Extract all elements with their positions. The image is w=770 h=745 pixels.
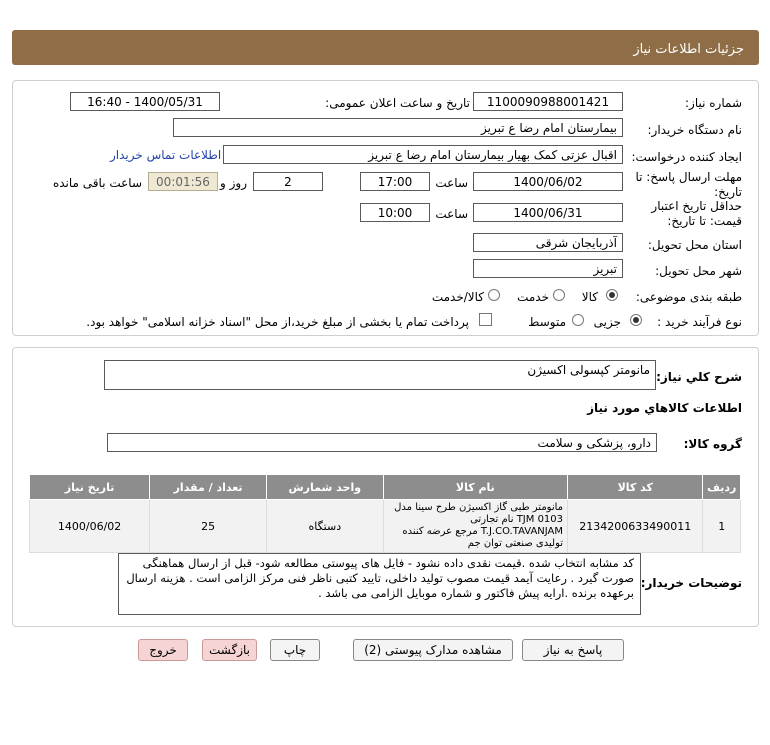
items-table: [29, 474, 741, 553]
announce-field[interactable]: 1400/05/31 - 16:40: [70, 92, 220, 111]
cell-qty: 25: [150, 500, 267, 553]
cell-row: 1: [703, 500, 741, 553]
province-field[interactable]: آذربایجان شرقی: [473, 233, 623, 252]
city-label: شهر محل تحویل:: [655, 264, 742, 278]
deadline-time-field[interactable]: 17:00: [360, 172, 430, 191]
days-field[interactable]: 2: [253, 172, 323, 191]
category-label: طبقه بندی موضوعی:: [635, 290, 742, 304]
remaining-timer: 00:01:56: [148, 172, 218, 191]
province-label: استان محل تحویل:: [647, 238, 742, 252]
col-name: نام کالا: [383, 475, 567, 500]
city-field[interactable]: تبریز: [473, 259, 623, 278]
col-qty: تعداد / مقدار: [150, 475, 267, 500]
validity-label: حداقل تاریخ اعتبار قیمت: تا تاریخ:: [651, 199, 742, 228]
summary-label: شرح کلي نياز:: [656, 370, 742, 384]
process-radio-minor[interactable]: [630, 314, 642, 326]
reply-button[interactable]: پاسخ به نیاز: [522, 639, 624, 661]
exit-button[interactable]: خروج: [138, 639, 188, 661]
process-label: نوع فرآیند خرید :: [657, 315, 742, 329]
announce-label: تاریخ و ساعت اعلان عمومی:: [325, 96, 470, 110]
category-radio-goods-service[interactable]: [488, 289, 500, 301]
col-date: تاریخ نیاز: [30, 475, 150, 500]
deadline-label: مهلت ارسال پاسخ: تا تاریخ:: [635, 170, 742, 199]
cell-unit: دستگاه: [266, 500, 383, 553]
view-docs-button[interactable]: مشاهده مدارک پیوستی (2): [353, 639, 513, 661]
cell-code: 2134200633490011: [568, 500, 703, 553]
goods-group-label: گروه کالا:: [683, 437, 742, 451]
remaining-label: ساعت باقی مانده: [52, 176, 142, 190]
cell-name: مانومتر طبی گاز اکسیژن طرح سینا مدل TJM 0103 نام تجارتی T.J.CO.TAVANJAM مرجع عرضه کننده تولیدی صنعتی توان جم: [383, 500, 567, 553]
buyer-contact-link[interactable]: اطلاعات تماس خریدار: [110, 148, 222, 162]
buyer-notes-field[interactable]: کد مشابه انتخاب شده .قیمت نقدی داده نشود - فایل های پیوستی مطالعه شود- قبل از ارسال هماهنگی صورت گیرد . رعایت آیمد قیمت مصوب تولید داخلی، تایید کتبی ناظر فنی مرکز الزامی است . هزینه ارسال برعهده برنده .ارایه پیش فاکتور و شماره موبایل الزامی می باشد .: [118, 553, 641, 615]
col-row: ردیف: [703, 475, 741, 500]
cell-date: 1400/06/02: [30, 500, 150, 553]
category-option-service: خدمت: [517, 290, 549, 304]
page-header: [12, 30, 759, 65]
process-option-medium: متوسط: [528, 315, 566, 329]
items-table-header: [30, 475, 741, 500]
goods-group-field[interactable]: دارو، پزشکی و سلامت: [107, 433, 657, 452]
category-radio-goods[interactable]: [606, 289, 618, 301]
deadline-date-field[interactable]: 1400/06/02: [473, 172, 623, 191]
print-button[interactable]: چاپ: [270, 639, 320, 661]
deadline-time-label: ساعت: [435, 176, 468, 190]
col-code: کد کالا: [568, 475, 703, 500]
category-radio-service[interactable]: [553, 289, 565, 301]
goods-info-title: اطلاعات کالاهاي مورد نياز: [587, 401, 742, 415]
buyer-notes-label: توضیحات خریدار:: [640, 576, 742, 590]
process-radio-medium[interactable]: [572, 314, 584, 326]
creator-label: ایجاد کننده درخواست:: [631, 150, 742, 164]
summary-field[interactable]: مانومتر کپسولی اکسیژن: [104, 360, 656, 390]
validity-date-field[interactable]: 1400/06/31: [473, 203, 623, 222]
category-option-goods: کالا: [581, 290, 598, 304]
treasury-payment-note: پرداخت تمام یا بخشی از مبلغ خرید،از محل "اسناد خزانه اسلامی" خواهد بود.: [86, 315, 469, 329]
days-label: روز و: [220, 176, 247, 190]
category-option-goods-service: کالا/خدمت: [431, 290, 484, 304]
page-title: جزئیات اطلاعات نیاز: [633, 42, 744, 57]
process-option-minor: جزیی: [593, 315, 621, 329]
treasury-payment-checkbox[interactable]: [479, 313, 492, 326]
buyer-org-field[interactable]: بیمارستان امام رضا ع تبریز: [173, 118, 623, 137]
back-button[interactable]: بازگشت: [202, 639, 257, 661]
validity-time-field[interactable]: 10:00: [360, 203, 430, 222]
col-unit: واحد شمارش: [266, 475, 383, 500]
table-row[interactable]: [30, 500, 741, 553]
buyer-org-label: نام دستگاه خریدار:: [647, 123, 742, 137]
need-number-field[interactable]: 1100090988001421: [473, 92, 623, 111]
creator-field[interactable]: اقبال عزتی کمک بهیار بیمارستان امام رضا ع تبریز: [223, 145, 623, 164]
validity-time-label: ساعت: [435, 207, 468, 221]
need-number-label: شماره نیاز:: [685, 96, 742, 110]
